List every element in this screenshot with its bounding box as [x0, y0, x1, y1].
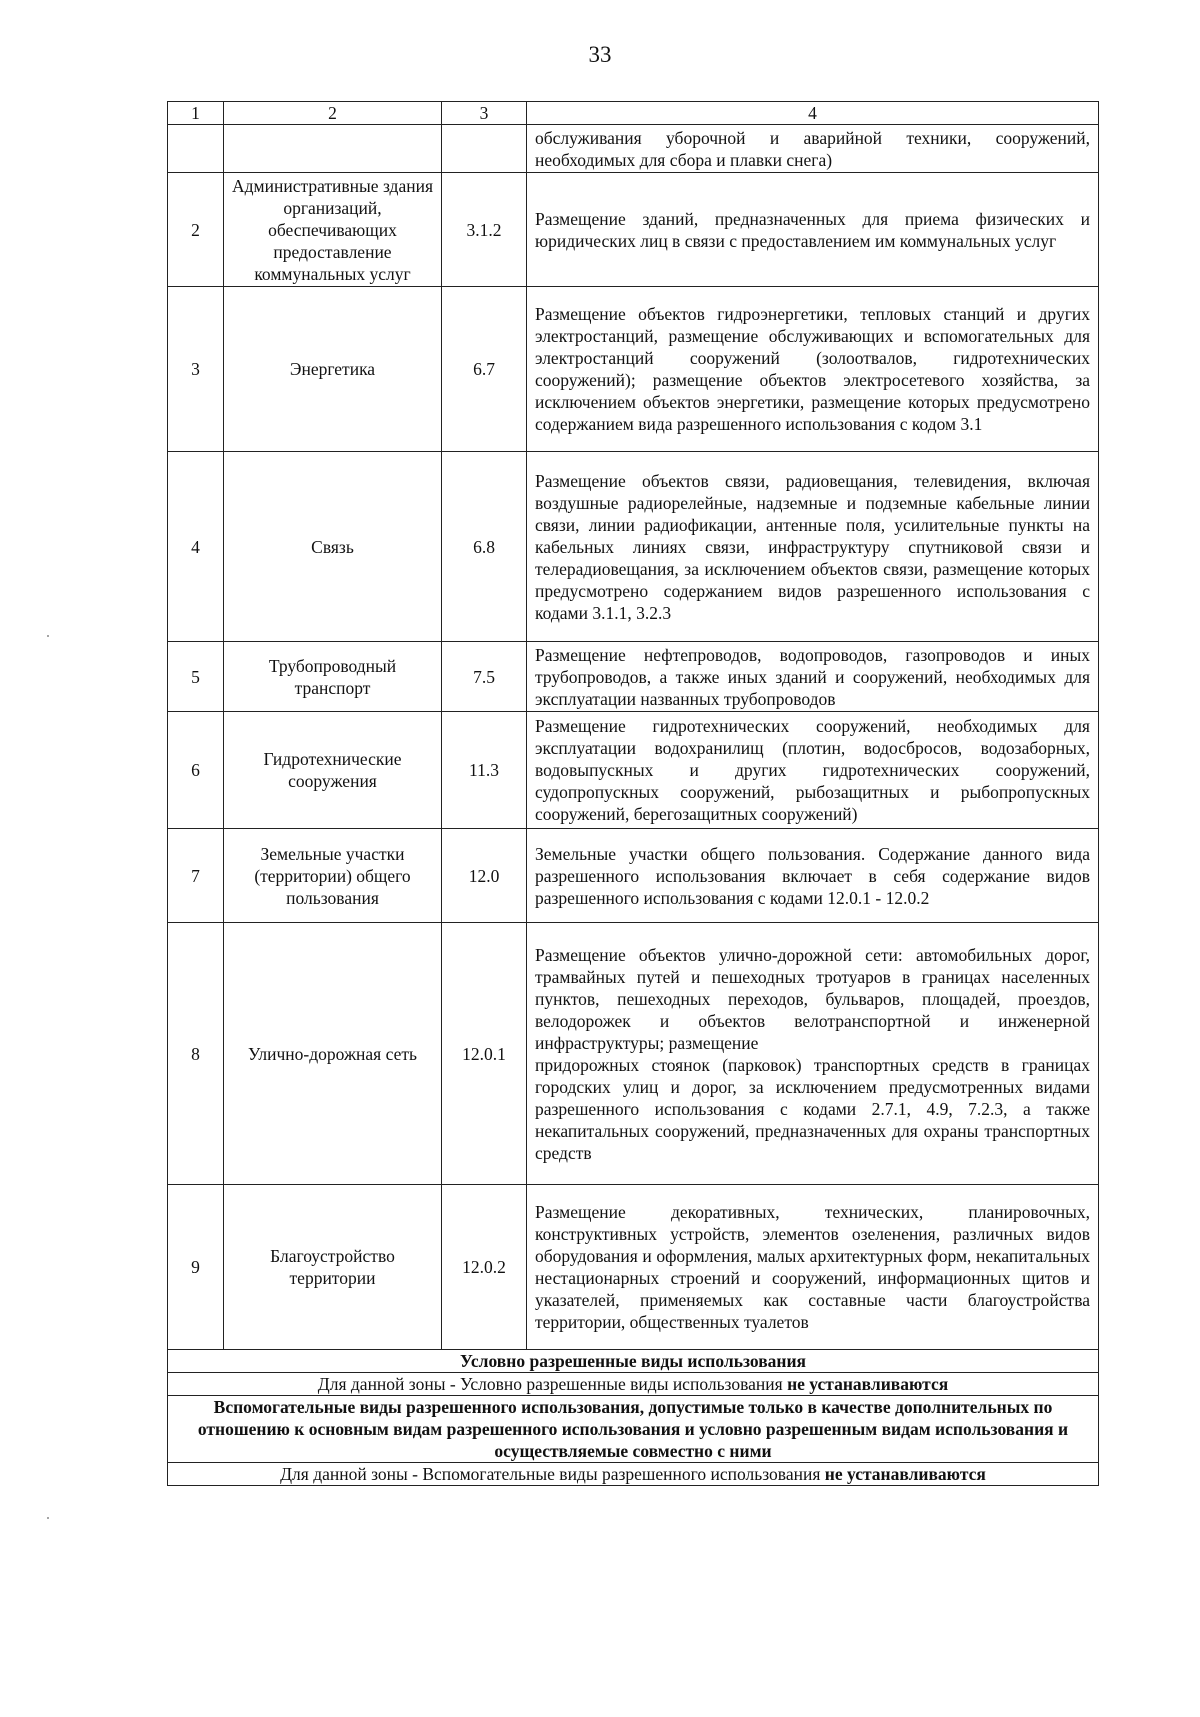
note-conditional: [168, 1373, 1099, 1396]
row-number: [168, 125, 224, 173]
use-code: 7.5: [442, 642, 527, 712]
row-number: 4: [168, 452, 224, 642]
use-name: Связь: [224, 452, 442, 642]
use-name: Административные здания организаций, обеспечивающих предоставление коммунальных услуг: [224, 173, 442, 287]
table-row: [168, 923, 1099, 1185]
use-code: 12.0: [442, 829, 527, 923]
use-description: Размещение гидротехнических сооружений, необходимых для эксплуатации водохранилищ (плотин, водосбросов, водозаборных, водовыпускных и других гидротехнических сооружений, судопропускных сооружений, рыбозащитных и рыбопропускных сооружений, берегозащитных сооружений): [527, 712, 1099, 829]
use-name: Благоустройство территории: [224, 1185, 442, 1350]
use-description: обслуживания уборочной и аварийной техники, сооружений, необходимых для сбора и плавки снега): [527, 125, 1099, 173]
table-header-row: [168, 102, 1099, 125]
header-cell: 1: [168, 102, 224, 125]
use-name: Земельные участки (территории) общего пользования: [224, 829, 442, 923]
note-emphasis: не устанавливаются: [824, 1464, 986, 1484]
row-number: 3: [168, 287, 224, 452]
header-cell: 3: [442, 102, 527, 125]
section-row: [168, 1396, 1099, 1463]
use-code: 12.0.2: [442, 1185, 527, 1350]
table-row: [168, 642, 1099, 712]
use-name: Энергетика: [224, 287, 442, 452]
use-description: Размещение зданий, предназначенных для приема физических и юридических лиц в связи с предоставлением им коммунальных услуг: [527, 173, 1099, 287]
use-code: 12.0.1: [442, 923, 527, 1185]
section-auxiliary-title: Вспомогательные виды разрешенного использования, допустимые только в качестве дополнительных по отношению к основным видам разрешенного использования и условно разрешенным видам использования и осуществляемые совместно с ними: [168, 1396, 1099, 1463]
table-row: [168, 125, 1099, 173]
use-description-part: Размещение объектов улично-дорожной сети: автомобильных дорог, трамвайных путей и пешеходных тротуаров в границах населенных пунктов, пешеходных переходов, бульваров, площадей, проездов, велодорожек и объектов велотранспортной и инженерной инфраструктуры; размещение: [535, 944, 1090, 1053]
use-name: [224, 125, 442, 173]
table-row: [168, 1185, 1099, 1350]
use-description-part: придорожных стоянок (парковок) транспортных средств в границах городских улиц и дорог, за исключением предусмотренных видами разрешенного использования с кодами 2.7.1, 4.9, 7.2.3, а также некапитальных сооружений, предназначенных для охраны транспортных средств: [535, 1054, 1090, 1163]
use-code: 3.1.2: [442, 173, 527, 287]
use-code: 6.8: [442, 452, 527, 642]
use-name: Трубопроводный транспорт: [224, 642, 442, 712]
use-code: [442, 125, 527, 173]
use-description: Размещение нефтепроводов, водопроводов, газопроводов и иных трубопроводов, а также иных зданий и сооружений, необходимых для эксплуатации названных трубопроводов: [527, 642, 1099, 712]
use-description: Размещение объектов гидроэнергетики, тепловых станций и других электростанций, размещение обслуживающих и вспомогательных для электростанций сооружений (золоотвалов, гидротехнических сооружений); размещение объектов электросетевого хозяйства, за исключением объектов энергетики, размещение которых предусмотрено содержанием вида разрешенного использования с кодом 3.1: [527, 287, 1099, 452]
row-number: 8: [168, 923, 224, 1185]
use-description: [527, 923, 1099, 1185]
table-row: [168, 287, 1099, 452]
note-emphasis: не устанавливаются: [787, 1374, 949, 1394]
use-code: 11.3: [442, 712, 527, 829]
scan-speck: [47, 635, 49, 637]
section-conditional-title: Условно разрешенные виды использования: [168, 1350, 1099, 1373]
header-cell: 2: [224, 102, 442, 125]
note-text: Для данной зоны - Условно разрешенные виды использования: [317, 1374, 788, 1394]
use-description: Размещение объектов связи, радиовещания, телевидения, включая воздушные радиорелейные, надземные и подземные кабельные линии связи, линии радиофикации, антенные поля, усилительные пункты на кабельных линиях связи, инфраструктуру спутниковой связи и телерадиовещания, за исключением объектов связи, размещение которых предусмотрено содержанием видов разрешенного использования с кодами 3.1.1, 3.2.3: [527, 452, 1099, 642]
table-row: [168, 452, 1099, 642]
use-description: Земельные участки общего пользования. Содержание данного вида разрешенного использования включает в себя содержание видов разрешенного использования с кодами 12.0.1 - 12.0.2: [527, 829, 1099, 923]
note-auxiliary: [168, 1463, 1099, 1486]
table-row: [168, 712, 1099, 829]
use-name: Гидротехнические сооружения: [224, 712, 442, 829]
row-number: 7: [168, 829, 224, 923]
note-text: Для данной зоны - Вспомогательные виды разрешенного использования: [280, 1464, 825, 1484]
note-row: [168, 1463, 1099, 1486]
use-name: Улично-дорожная сеть: [224, 923, 442, 1185]
row-number: 2: [168, 173, 224, 287]
use-code: 6.7: [442, 287, 527, 452]
row-number: 6: [168, 712, 224, 829]
row-number: 5: [168, 642, 224, 712]
land-use-table: [167, 101, 1099, 1486]
table-row: [168, 829, 1099, 923]
scan-speck: [47, 1517, 49, 1519]
section-row: [168, 1350, 1099, 1373]
page-number: 33: [588, 42, 612, 67]
table-row: [168, 173, 1099, 287]
note-row: [168, 1373, 1099, 1396]
use-description: Размещение декоративных, технических, планировочных, конструктивных устройств, элементов озеленения, различных видов оборудования и оформления, малых архитектурных форм, некапитальных нестационарных строений и сооружений, информационных щитов и указателей, применяемых как составные части благоустройства территории, общественных туалетов: [527, 1185, 1099, 1350]
row-number: 9: [168, 1185, 224, 1350]
header-cell: 4: [527, 102, 1099, 125]
